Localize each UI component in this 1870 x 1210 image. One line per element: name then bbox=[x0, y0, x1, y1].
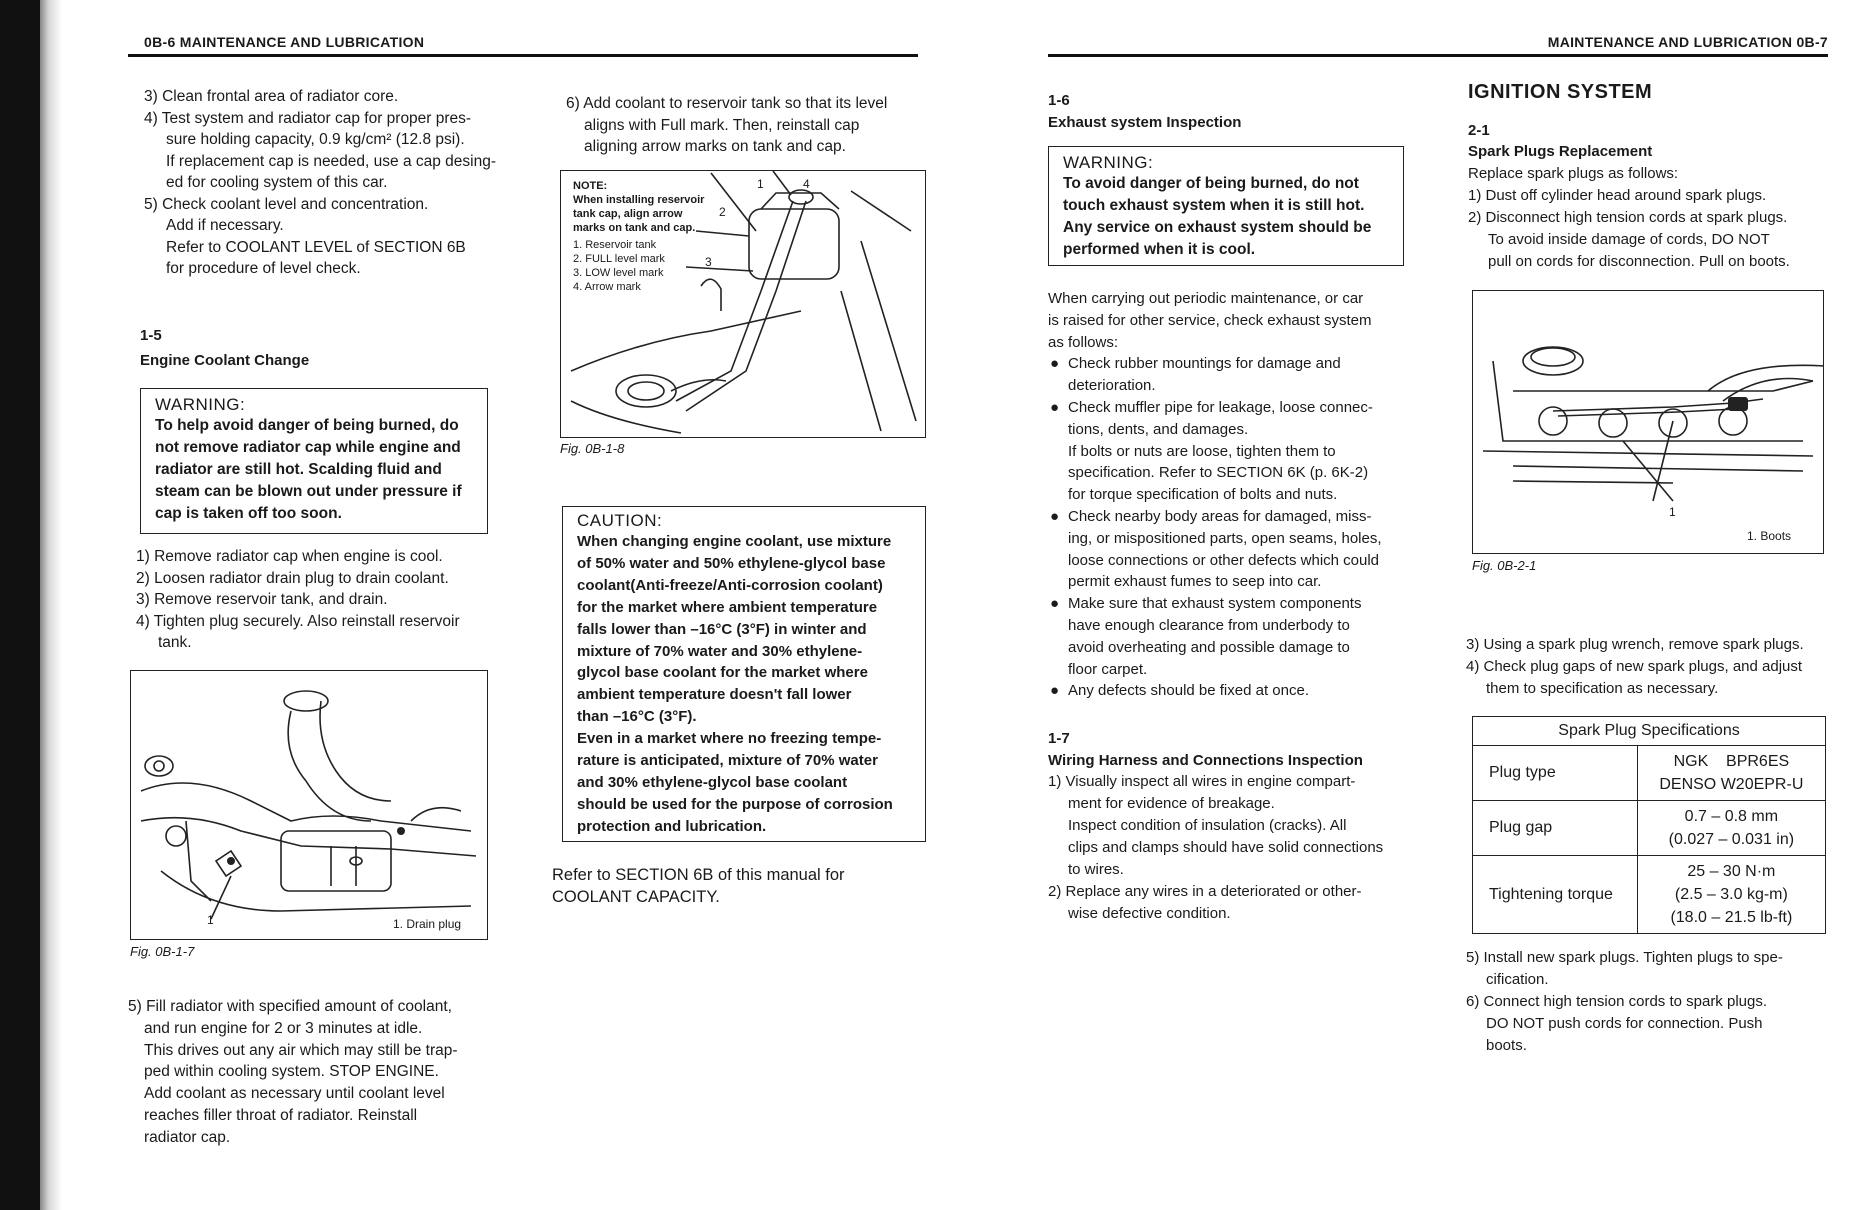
wiring-step: Inspect condition of insulation (cracks). All bbox=[1068, 817, 1347, 834]
book-binding bbox=[0, 0, 40, 1210]
bullet-line: Any defects should be fixed at once. bbox=[1068, 682, 1309, 700]
row-label: Plug gap bbox=[1473, 801, 1638, 856]
section-1-7-number: 1-7 bbox=[1048, 730, 1070, 747]
warning-line: To help avoid danger of being burned, do bbox=[155, 417, 459, 434]
table-row bbox=[1473, 856, 1826, 934]
ignition-system-title: IGNITION SYSTEM bbox=[1468, 81, 1653, 103]
step-5-line4: for procedure of level check. bbox=[166, 260, 361, 277]
caution-line: and 30% ethylene-glycol base coolant bbox=[577, 773, 848, 791]
table-row bbox=[1473, 801, 1826, 856]
right-page-header bbox=[1048, 30, 1828, 57]
table-title: Spark Plug Specifications bbox=[1473, 717, 1826, 746]
bullet-dot: ● bbox=[1050, 398, 1060, 416]
bullet-line: for torque specification of bolts and nuts. bbox=[1068, 486, 1338, 504]
bullet-line: permit exhaust fumes to seep into car. bbox=[1068, 573, 1322, 591]
left-column-1 bbox=[144, 86, 544, 280]
figure-legend: 1. Drain plug bbox=[393, 917, 462, 931]
callout-4: 4 bbox=[803, 177, 810, 191]
section-1-5-number: 1-5 bbox=[140, 327, 162, 344]
section-1-5-title: Engine Coolant Change bbox=[140, 352, 310, 369]
figure-reservoir-tank bbox=[560, 170, 926, 438]
bullet-line: Check muffler pipe for leakage, loose connec- bbox=[1068, 398, 1373, 416]
figure-spark-plug-boots bbox=[1472, 290, 1824, 554]
wiring-step: ment for evidence of breakage. bbox=[1068, 795, 1275, 812]
fill-line: and run engine for 2 or 3 minutes at idle. bbox=[144, 1019, 423, 1037]
callout-1: 1 bbox=[757, 177, 764, 191]
warning-body bbox=[155, 415, 477, 525]
warning-title: WARNING: bbox=[155, 395, 246, 414]
spark-plug-steps-bottom bbox=[1466, 947, 1836, 1057]
fill-line: This drives out any air which may still be trap- bbox=[144, 1041, 458, 1059]
spark-step: cification. bbox=[1486, 971, 1549, 988]
spark-step: Replace spark plugs as follows: bbox=[1468, 165, 1679, 182]
fill-line: ped within cooling system. STOP ENGINE. bbox=[144, 1063, 439, 1081]
wiring-step: 2) Replace any wires in a deteriorated or other- bbox=[1048, 883, 1362, 900]
step6-line: aligning arrow marks on tank and cap. bbox=[584, 138, 846, 155]
refer-line: COOLANT CAPACITY. bbox=[552, 887, 720, 906]
bullet-line: avoid overheating and possible damage to bbox=[1068, 638, 1350, 656]
spark-step: DO NOT push cords for connection. Push bbox=[1486, 1015, 1763, 1032]
row-value bbox=[1637, 746, 1825, 801]
wiring-step: to wires. bbox=[1068, 861, 1124, 878]
coolant-step: 3) Remove reservoir tank, and drain. bbox=[136, 591, 388, 608]
wiring-inspection-steps bbox=[1048, 771, 1410, 925]
bullet-dot: ● bbox=[1050, 682, 1060, 700]
step-4-line2: sure holding capacity, 0.9 kg/cm² (12.8 psi). bbox=[166, 131, 465, 148]
legend-line: 3. LOW level mark bbox=[573, 267, 664, 279]
section-2-1-number: 2-1 bbox=[1468, 122, 1490, 139]
value-line: (18.0 – 21.5 lb-ft) bbox=[1670, 909, 1793, 926]
spark-step: 5) Install new spark plugs. Tighten plugs to spe- bbox=[1466, 949, 1783, 966]
bullet-line: Check nearby body areas for damaged, miss- bbox=[1068, 507, 1372, 525]
section-1-6-number: 1-6 bbox=[1048, 92, 1070, 109]
step6-line: 6) Add coolant to reservoir tank so that its level bbox=[566, 95, 888, 112]
wiring-step: 1) Visually inspect all wires in engine compart- bbox=[1048, 773, 1356, 790]
bullet-line: Make sure that exhaust system components bbox=[1068, 595, 1362, 613]
caution-line: of 50% water and 50% ethylene-glycol base bbox=[577, 554, 886, 572]
step-5-fill bbox=[128, 996, 508, 1149]
step6-line: aligns with Full mark. Then, reinstall cap bbox=[584, 116, 860, 134]
row-value bbox=[1637, 801, 1825, 856]
left-page-header-text: 0B-6 MAINTENANCE AND LUBRICATION bbox=[144, 34, 425, 50]
spark-step: boots. bbox=[1486, 1037, 1527, 1054]
bullet-item bbox=[1048, 506, 1408, 593]
callout-1: 1 bbox=[207, 913, 214, 927]
spark-step: pull on cords for disconnection. Pull on boots. bbox=[1488, 253, 1790, 270]
warning-line: To avoid danger of being burned, do not bbox=[1063, 175, 1359, 192]
caution-line: rature is anticipated, mixture of 70% water bbox=[577, 752, 878, 770]
bullet-item bbox=[1048, 593, 1408, 680]
wiring-step: wise defective condition. bbox=[1068, 905, 1231, 922]
warning-line: cap is taken off too soon. bbox=[155, 505, 342, 522]
caution-line: mixture of 70% water and 30% ethylene- bbox=[577, 642, 863, 660]
warning-line: steam can be blown out under pressure if bbox=[155, 483, 462, 500]
note-line: marks on tank and cap. bbox=[573, 222, 696, 234]
value-line: (0.027 – 0.031 in) bbox=[1668, 831, 1795, 848]
wiring-step: clips and clamps should have solid connections bbox=[1068, 839, 1384, 856]
reservoir-note bbox=[573, 179, 704, 294]
spark-step: To avoid inside damage of cords, DO NOT bbox=[1488, 231, 1770, 248]
step-4-line4: ed for cooling system of this car. bbox=[166, 174, 388, 191]
value-line: 25 – 30 N·m bbox=[1687, 863, 1776, 880]
caution-line: ambient temperature doesn't fall lower bbox=[577, 686, 852, 704]
figure-legend: 1. Boots bbox=[1747, 529, 1792, 543]
warning-line: radiator are still hot. Scalding fluid and bbox=[155, 461, 442, 478]
spark-step: 3) Using a spark plug wrench, remove spark plugs. bbox=[1466, 636, 1804, 653]
table-row bbox=[1473, 746, 1826, 801]
figure-caption-0b-1-8: Fig. 0B-1-8 bbox=[560, 441, 625, 456]
section-1-6-title: Exhaust system Inspection bbox=[1048, 114, 1242, 131]
figure-caption-0b-2-1: Fig. 0B-2-1 bbox=[1472, 558, 1537, 573]
note-title: NOTE: bbox=[573, 180, 608, 192]
spark-step: them to specification as necessary. bbox=[1486, 680, 1719, 697]
spark-step: 2) Disconnect high tension cords at spark plugs. bbox=[1468, 209, 1788, 226]
warning-line: touch exhaust system when it is still hot. bbox=[1063, 197, 1365, 214]
right-page bbox=[1048, 0, 1828, 1210]
coolant-change-steps bbox=[136, 546, 536, 654]
warning-body bbox=[1063, 173, 1393, 261]
fill-line: 5) Fill radiator with specified amount of coolant, bbox=[128, 998, 452, 1015]
bullet-line: ing, or mispositioned parts, open seams, holes, bbox=[1068, 529, 1382, 547]
spark-plug-spec-table bbox=[1472, 716, 1826, 934]
binding-shadow bbox=[40, 0, 62, 1210]
step-3-clean: 3) Clean frontal area of radiator core. bbox=[144, 88, 399, 105]
spark-plug-illustration bbox=[1473, 291, 1824, 554]
caution-line: When changing engine coolant, use mixture bbox=[577, 533, 892, 550]
spark-plug-steps-top bbox=[1468, 163, 1838, 273]
note-line: tank cap, align arrow bbox=[573, 208, 683, 220]
row-label: Tightening torque bbox=[1473, 856, 1638, 934]
legend-line: 1. Reservoir tank bbox=[573, 239, 657, 251]
bullet-item bbox=[1048, 397, 1408, 506]
bullet-line: Check rubber mountings for damage and bbox=[1068, 355, 1341, 373]
section-1-7-title: Wiring Harness and Connections Inspection bbox=[1048, 752, 1363, 769]
fill-line: Add coolant as necessary until coolant level bbox=[144, 1085, 445, 1103]
caution-line: for the market where ambient temperature bbox=[577, 598, 878, 616]
intro-line: is raised for other service, check exhaust system bbox=[1048, 311, 1372, 329]
bullet-line: deterioration. bbox=[1068, 377, 1156, 395]
step-5-line2: Add if necessary. bbox=[166, 217, 284, 234]
value-line: (2.5 – 3.0 kg-m) bbox=[1674, 886, 1788, 903]
warning-line: not remove radiator cap while engine and bbox=[155, 439, 461, 456]
step-4-line3: If replacement cap is needed, use a cap desing- bbox=[166, 152, 497, 170]
bullet-item bbox=[1048, 353, 1408, 397]
note-line: When installing reservoir bbox=[573, 194, 705, 206]
coolant-step: 2) Loosen radiator drain plug to drain coolant. bbox=[136, 569, 449, 587]
left-page-header bbox=[128, 30, 918, 57]
caution-line: should be used for the purpose of corrosion bbox=[577, 795, 893, 813]
figure-drain-plug bbox=[130, 670, 488, 940]
fill-line: radiator cap. bbox=[144, 1128, 231, 1146]
callout-1: 1 bbox=[1669, 505, 1676, 519]
spark-plug-steps-mid bbox=[1466, 634, 1836, 700]
warning-box-coolant bbox=[140, 388, 488, 534]
value-line: NGK BPR6ES bbox=[1673, 753, 1790, 770]
coolant-step: tank. bbox=[158, 634, 192, 651]
caution-title: CAUTION: bbox=[577, 511, 663, 530]
intro-line: When carrying out periodic maintenance, or car bbox=[1048, 290, 1364, 307]
caution-line: falls lower than –16°C (3°F) in winter and bbox=[577, 620, 867, 638]
bullet-line: have enough clearance from underbody to bbox=[1068, 616, 1350, 634]
caution-line: Even in a market where no freezing tempe- bbox=[577, 730, 882, 748]
bullet-line: loose connections or other defects which could bbox=[1068, 551, 1380, 569]
bullet-dot: ● bbox=[1050, 507, 1060, 525]
coolant-step: 4) Tighten plug securely. Also reinstall reservoir bbox=[136, 612, 460, 630]
legend-line: 4. Arrow mark bbox=[573, 281, 641, 293]
coolant-step: 1) Remove radiator cap when engine is cool. bbox=[136, 548, 443, 565]
caution-line: protection and lubrication. bbox=[577, 817, 767, 835]
callout-2: 2 bbox=[719, 205, 726, 219]
caution-line: than –16°C (3°F). bbox=[577, 708, 697, 726]
exhaust-inspection-text bbox=[1048, 288, 1408, 702]
row-value bbox=[1637, 856, 1825, 934]
step-4-test: 4) Test system and radiator cap for proper pres- bbox=[144, 109, 472, 127]
step-6-add-coolant bbox=[566, 93, 926, 158]
bullet-line: specification. Refer to SECTION 6K (p. 6K-2) bbox=[1068, 464, 1369, 482]
warning-line: performed when it is cool. bbox=[1063, 241, 1256, 258]
right-page-header-text: MAINTENANCE AND LUBRICATION 0B-7 bbox=[1547, 34, 1828, 50]
bullet-line: If bolts or nuts are loose, tighten them to bbox=[1068, 442, 1336, 460]
callout-3: 3 bbox=[705, 255, 712, 269]
caution-line: glycol base coolant for the market where bbox=[577, 664, 868, 682]
value-line: DENSO W20EPR-U bbox=[1659, 776, 1804, 793]
bullet-dot: ● bbox=[1050, 595, 1060, 613]
section-2-1-title: Spark Plugs Replacement bbox=[1468, 143, 1653, 160]
left-page bbox=[128, 0, 918, 1210]
spark-step: 1) Dust off cylinder head around spark plugs. bbox=[1468, 187, 1767, 204]
legend-line: 2. FULL level mark bbox=[573, 253, 665, 265]
table-header-row bbox=[1473, 717, 1826, 746]
fill-line: reaches filler throat of radiator. Reinstall bbox=[144, 1106, 418, 1124]
warning-line: Any service on exhaust system should be bbox=[1063, 219, 1372, 236]
caution-line: coolant(Anti-freeze/Anti-corrosion coolant) bbox=[577, 576, 883, 594]
bullet-line: tions, dents, and damages. bbox=[1068, 420, 1249, 438]
step-5-check: 5) Check coolant level and concentration. bbox=[144, 195, 429, 213]
step-5-line3: Refer to COOLANT LEVEL of SECTION 6B bbox=[166, 238, 466, 256]
warning-box-exhaust bbox=[1048, 146, 1404, 266]
spark-step: 6) Connect high tension cords to spark plugs. bbox=[1466, 993, 1768, 1010]
figure-caption-0b-1-7: Fig. 0B-1-7 bbox=[130, 944, 195, 959]
caution-body bbox=[577, 531, 915, 838]
bullet-item bbox=[1048, 680, 1408, 702]
refer-coolant-capacity bbox=[552, 865, 932, 908]
refer-line: Refer to SECTION 6B of this manual for bbox=[552, 866, 845, 884]
intro-line: as follows: bbox=[1048, 333, 1119, 351]
bullet-line: floor carpet. bbox=[1068, 660, 1148, 678]
warning-title: WARNING: bbox=[1063, 153, 1154, 172]
caution-box bbox=[562, 506, 926, 842]
spark-step: 4) Check plug gaps of new spark plugs, and adjust bbox=[1466, 658, 1803, 675]
bullet-dot: ● bbox=[1050, 355, 1060, 373]
row-label: Plug type bbox=[1473, 746, 1638, 801]
value-line: 0.7 – 0.8 mm bbox=[1684, 808, 1779, 825]
drain-plug-illustration bbox=[131, 671, 488, 940]
